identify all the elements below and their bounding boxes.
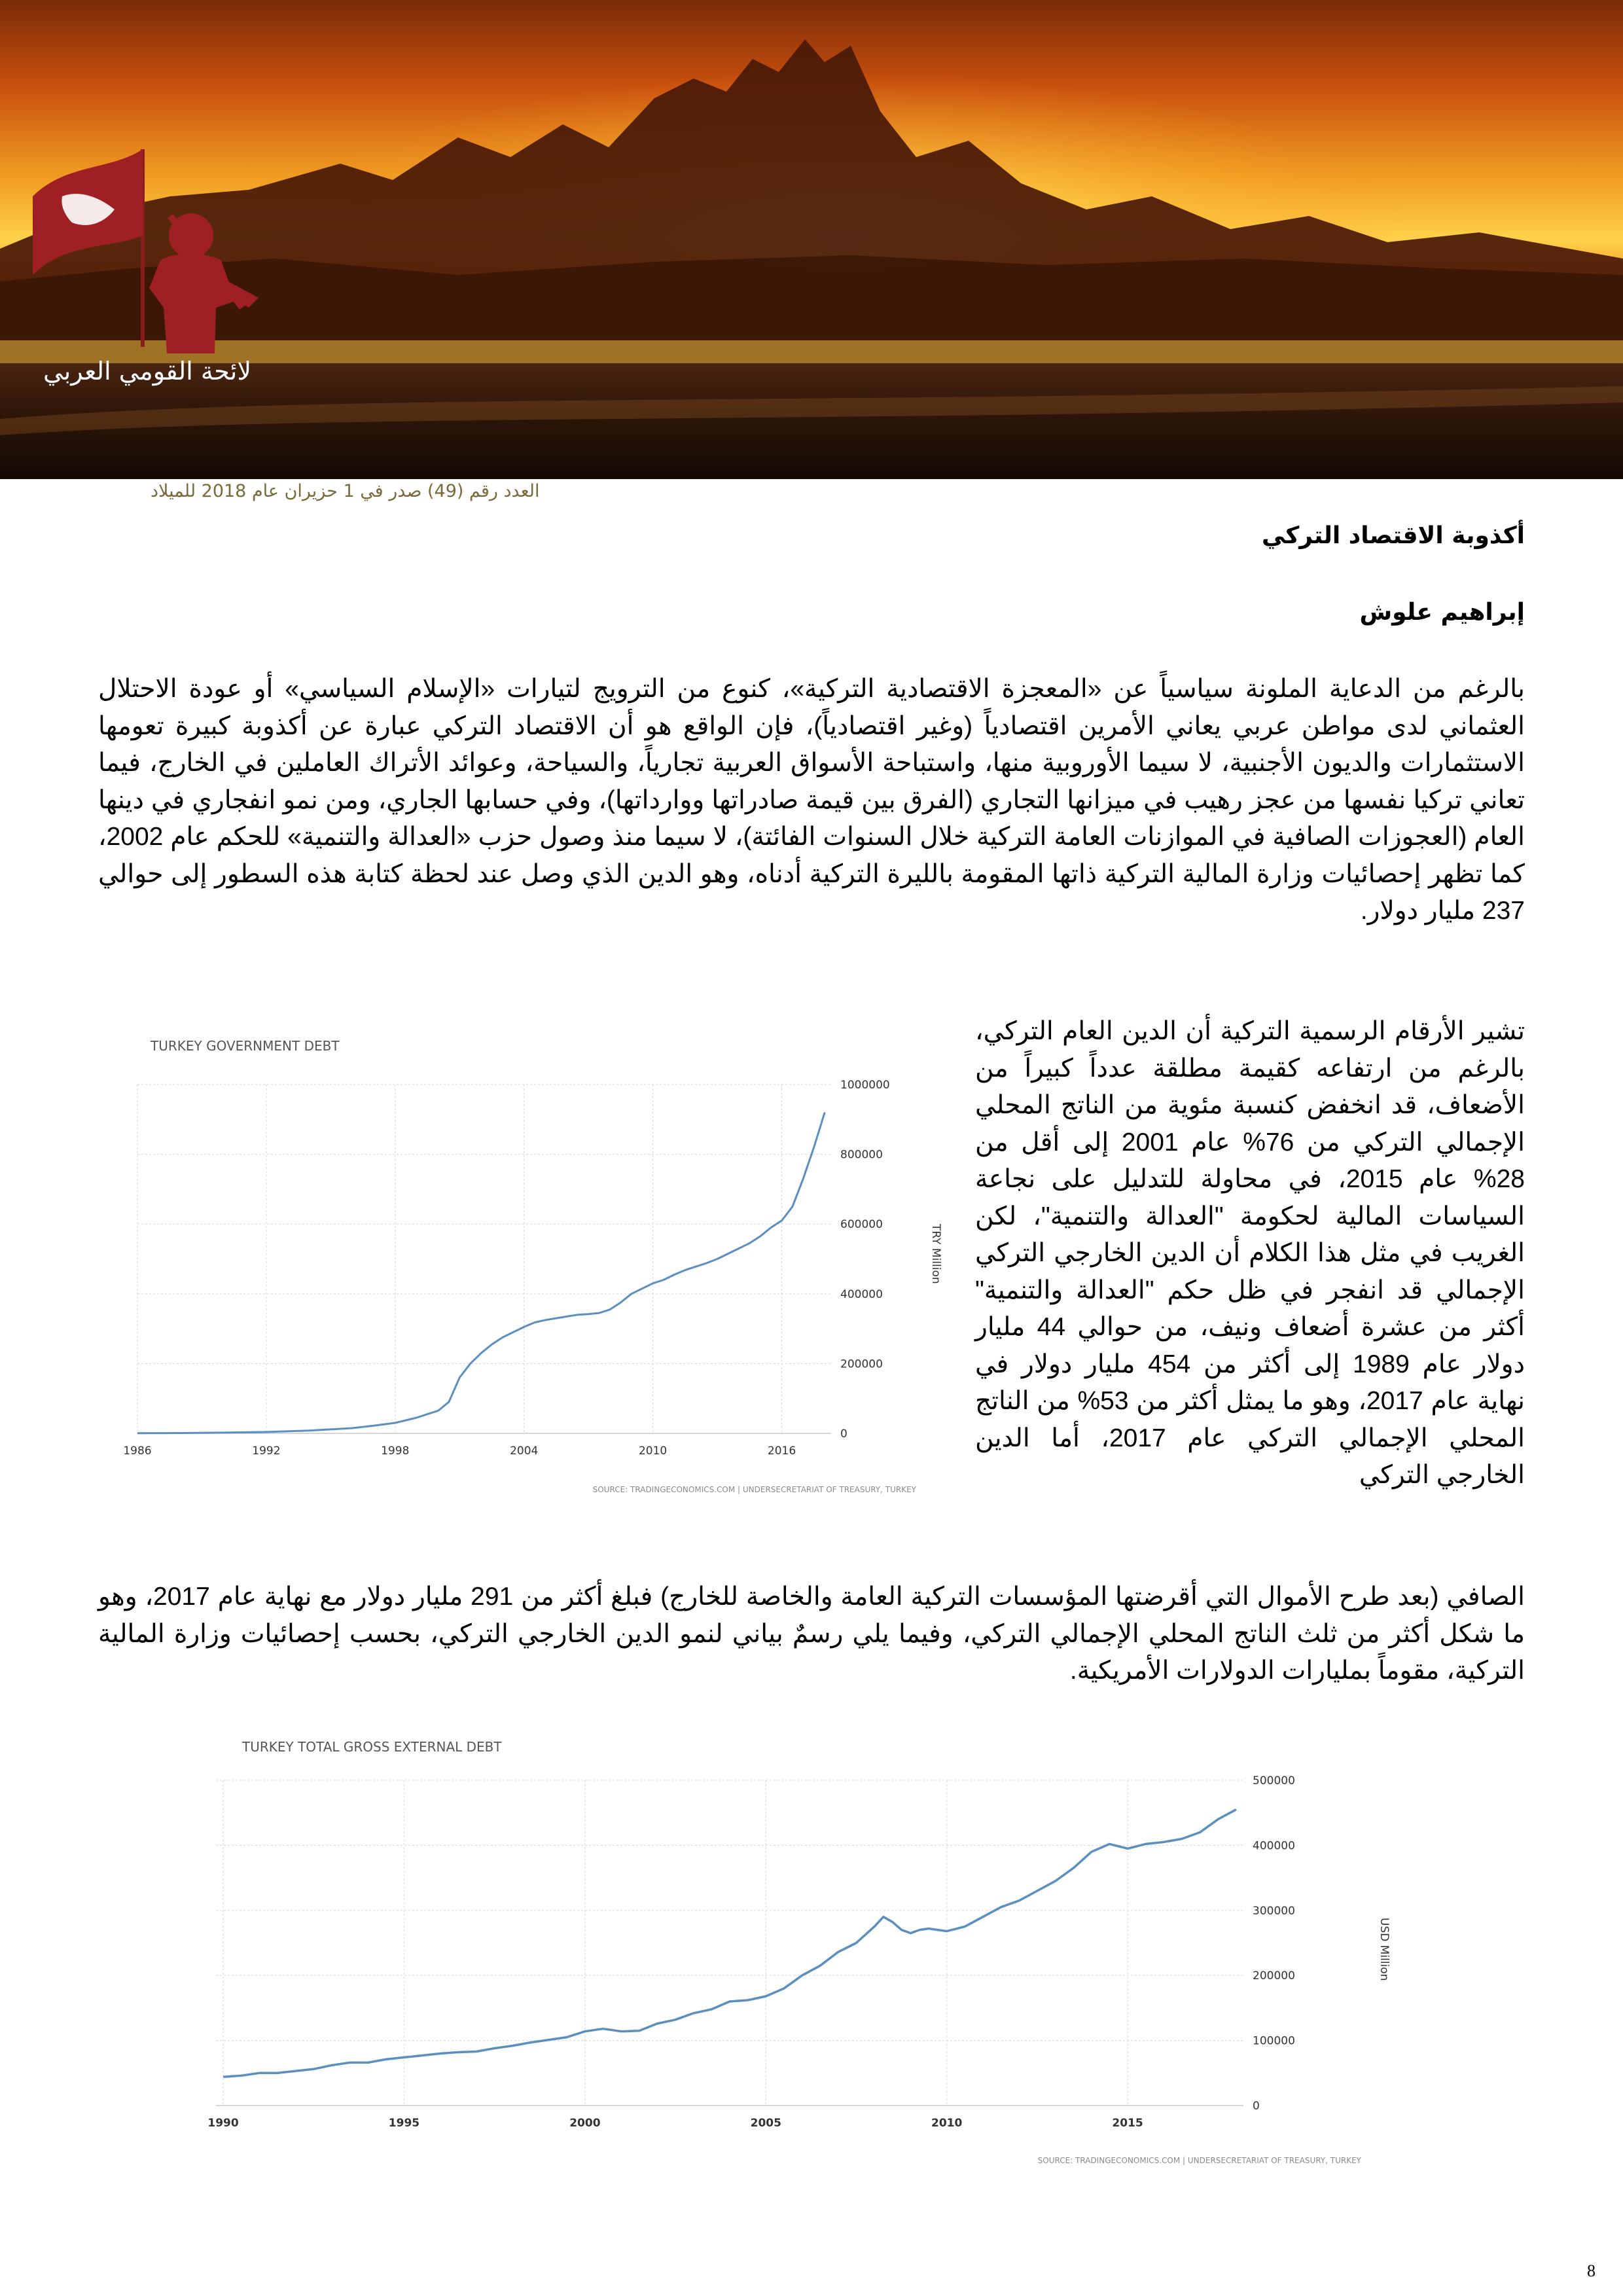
header-banner [0,0,1623,479]
government-debt-chart-svg [118,1021,942,1505]
chart1-x-tick-label: 2010 [638,1444,668,1458]
chart2-y-tick-label: 500000 [1253,1774,1295,1787]
paragraph-1: بالرغم من الدعاية الملونة سياسياً عن «المعجزة الاقتصادية التركية»، كنوع من الترويج لتيارات «الإسلام السياسي» أو عودة الاحتلال العثماني لدى مواطن عربي يعاني الأمرين اقتصادياً (وغير اقتصادياً)، فإن الواقع هو أن الاقتصاد التركي عبارة عن أكذوبة كبيرة تعومها الاستثمارات والديون الأجنبية، لا سيما الأوروبية منها، واستباحة الأسواق العربية تجارياً، والسياحة، وعوائد الأتراك العاملين في الخارج، فيما تعاني تركيا نفسها من عجز رهيب في ميزانها التجاري (الفرق بين قيمة صادراتها ووارداتها)، وفي حسابها الجاري، ومن نمو انفجاري في دينها العام (العجوزات الصافية في الموازنات العامة التركية خلال السنوات الفائتة)، لا سيما منذ وصول حزب «العدالة والتنمية» للحكم عام 2002، كما تظهر إحصائيات وزارة المالية التركية ذاتها المقومة بالليرة التركية أدناه، وهو الدين الذي وصل عند لحظة كتابة هذه السطور إلى حوالي 237 مليار دولار. [98,675,1525,925]
chart1-y-tick-label: 400000 [840,1287,883,1301]
chart2-x-tick-label: 2005 [750,2117,781,2130]
government-debt-chart [118,1021,942,1505]
chart2-x-tick-label: 1990 [207,2117,239,2130]
chart2-y-tick-label: 100000 [1253,2034,1295,2048]
logo-text: لائحة القومي العربي [43,357,251,386]
paragraph-3: الصافي (بعد طرح الأموال التي أقرضتها المؤسسات التركية العامة والخاصة للخارج) فبلغ أكثر من 291 مليار دولار مع نهاية عام 2017، وهو ما شكل أكثر من ثلث الناتج المحلي الإجمالي التركي، وفيما يلي رسمٌ بياني لنمو الدين الخارجي التركي، بحسب إحصائيات وزارة المالية التركية، مقوماً بمليارات الدولارات الأمريكية. [98,1583,1525,1685]
chart1-y-axis-label: TRY Million [929,1224,942,1284]
chart2-x-tick-label: 2015 [1112,2117,1143,2130]
chart2-y-tick-label: 200000 [1253,1969,1295,1983]
article-title: أكذوبة الاقتصاد التركي [1261,522,1525,549]
chart1-y-tick-label: 1000000 [840,1079,890,1092]
chart1-x-tick-label: 1986 [123,1444,152,1458]
page-number: 8 [1587,2261,1596,2280]
chart2-x-tick-label: 1995 [388,2117,420,2130]
chart1-y-tick-label: 800000 [840,1148,883,1162]
chart2-source: SOURCE: TRADINGECONOMICS.COM | UNDERSECRETARIAT OF TREASURY, TURKEY [1037,2156,1361,2165]
chart2-y-tick-label: 400000 [1253,1839,1295,1853]
chart2-x-tick-label: 2000 [569,2117,601,2130]
chart2-y-tick-label: 0 [1253,2100,1260,2113]
chart1-series-line [137,1113,825,1433]
chart2-series-line [223,1810,1236,2077]
chart2-title: TURKEY TOTAL GROSS EXTERNAL DEBT [242,1739,502,1755]
article-author: إبراهيم علوش [1359,599,1525,626]
chart2-y-tick-label: 300000 [1253,1904,1295,1918]
chart1-y-tick-label: 600000 [840,1218,883,1232]
chart1-y-tick-label: 0 [840,1427,847,1441]
external-debt-chart [196,1721,1394,2186]
chart1-x-tick-label: 1992 [252,1444,281,1458]
issue-line: العدد رقم (49) صدر في 1 حزيران عام 2018 للميلاد [151,481,540,501]
chart1-y-tick-label: 200000 [840,1357,883,1371]
chart1-source: SOURCE: TRADINGECONOMICS.COM | UNDERSECRETARIAT OF TREASURY, TURKEY [592,1485,916,1494]
paragraph-2: تشير الأرقام الرسمية التركية أن الدين العام التركي، بالرغم من ارتفاعه كقيمة مطلقة عدداً كبيراً من الأضعاف، قد انخفض كنسبة مئوية من الناتج المحلي الإجمالي التركي من 76% عام 2001 إلى أقل من 28% عام 2015، في محاولة للتدليل على نجاعة السياسات المالية لحكومة "العدالة والتنمية"، لكن الغريب في مثل هذا الكلام أن الدين الخارجي التركي الإجمالي قد انفجر في ظل حكم "العدالة والتنمية" أكثر من عشرة أضعاف ونيف، من حوالي 44 مليار دولار عام 1989 إلى أكثر من 454 مليار دولار في نهاية عام 2017، وهو ما يمثل أكثر من 53% من الناتج المحلي الإجمالي التركي عام 2017، أما الدين الخارجي التركي [975,1017,1525,1489]
chart2-x-tick-label: 2010 [931,2117,963,2130]
chart1-x-tick-label: 2004 [510,1444,539,1458]
sunset-mountain-image [0,0,1623,479]
chart1-title: TURKEY GOVERNMENT DEBT [151,1038,340,1054]
chart1-x-tick-label: 1998 [381,1444,410,1458]
chart1-x-tick-label: 2016 [767,1444,796,1458]
chart2-y-axis-label: USD Million [1378,1918,1391,1981]
external-debt-chart-svg [196,1721,1394,2186]
